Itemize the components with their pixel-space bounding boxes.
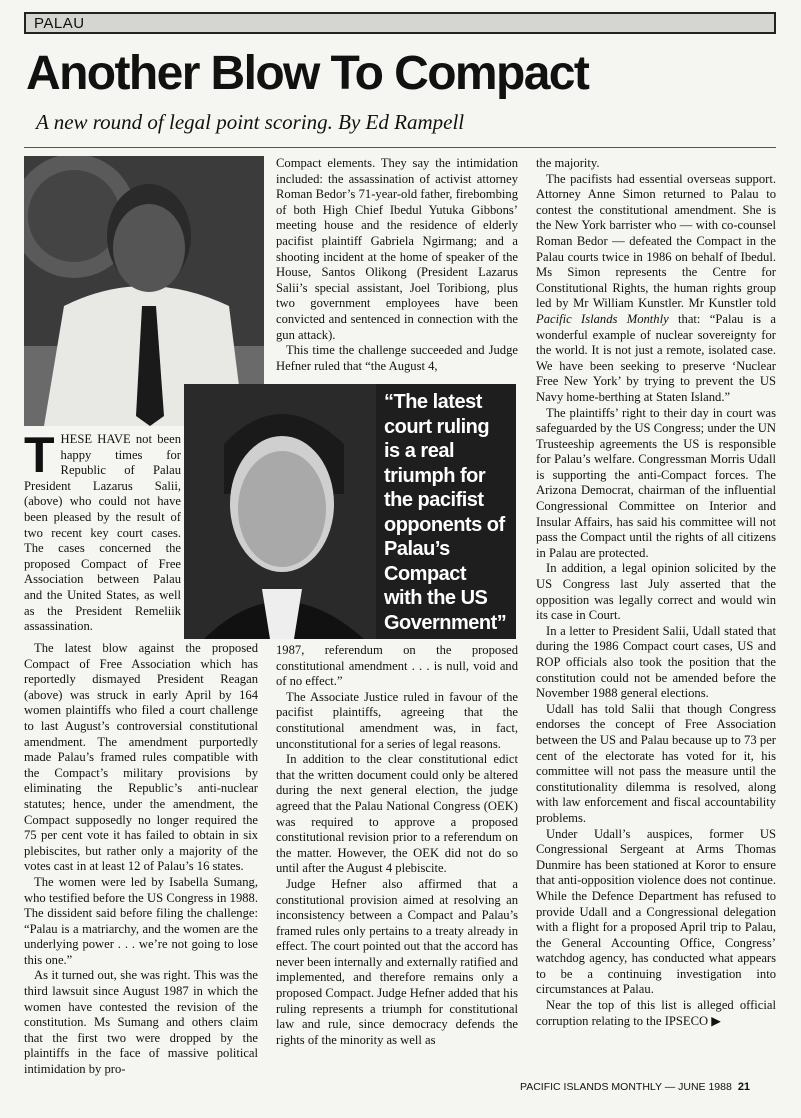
paragraph-text: The pacifists had essential overseas support. Attorney Anne Simon returned to Palau to contest the constitutional amendment. She is the New York barrister who — with co-counsel Roman Bedor — defeated the Compact in the Palau courts twice in 1986 on behalf of Ibedul. Ms Simon represents the Centre for Constitutional Rights, the human rights group led by Mr William Kunstler. Mr Kunstler told [536, 171, 776, 311]
divider [24, 147, 776, 148]
column-3 [536, 156, 776, 1029]
paragraph: Under Udall’s auspices, former US Congressional Sergeant at Arms Thomas Dunmire has been stationed at Koror to ensure that anti-opposition violence does not continue. While the Defence Department has refused to provide Udall and a Congressional delegation with a flight for a proposed April trip to Palau, the General Accounting Office, Congress’ watchdog agency, has conducted what appears to be a continuing investigation into circumstances at Palau. [536, 826, 776, 997]
paragraph: The latest blow against the proposed Compact of Free Association which has reportedly dismayed President Reagan (above) was struck in early April by 164 women plaintiffs who filed a court challenge to last August’s controversial constitutional amendment. The amendment purportedly made Palau’s framed rules compatible with the Compact’s military provisions by eliminating the Republic’s anti-nuclear statutes; hence, under the amendment, the Compact supposedly no longer required the 75 per cent vote it has failed to obtain in six plebiscites, but rather only a majority of the votes cast in at least 12 of Palau’s 16 states. [24, 641, 258, 874]
pull-quote-text: “The latest court ruling is a real triumph for the pacifist opponents of Palau’s Compact with the US Government” [384, 391, 507, 634]
paragraph: The plaintiffs’ right to their day in court was safeguarded by the US Congress; under the UN Trusteeship agreements the US is responsible for Palau’s welfare. Congressman Morris Udall is supporting the anti-Compact forces. The Arizona Democrat, chairman of the influential Congressional Committee on Interior and Insular Affairs, has said his committee will not pass the Compact until the rights of all citizens in Palau are protected. [536, 405, 776, 560]
paragraph: Compact elements. They say the intimidation included: the assassination of activist attorney Roman Bedor’s 71-year-old father, firebombing of both High Chief Ibedul Yutuka Gibbons’ meeting house and the residence of elderly pacifist plaintiff Gabriela Ngirmang; and a shooting incident at the home of speaker of the House, Santos Olikong (President Lazarus Salii’s special assistant, Joel Toribiong, plus two government employees have been convicted and sentenced in connection with the gun attack). [276, 156, 518, 342]
drop-cap: T [24, 427, 55, 483]
paragraph: Near the top of this list is alleged official corruption relating to the IPSECO ▶ [536, 998, 776, 1028]
column-1 [24, 641, 258, 1078]
paragraph: Judge Hefner also affirmed that a constitutional provision aimed at resolving an inconsistency between a Compact and Palau’s framed rules only pertains to a treaty already in effect. The court pointed out that the accord has never been internally and externally ratified and implemented, and therefore remains only a proposed Compact. Judge Hefner added that his ruling represents a triumph for constitutional law and rule, since democracy defends the rights of the minority as well as [276, 876, 518, 1047]
paragraph: In a letter to President Salii, Udall stated that during the 1986 Compact court cases, US and ROP officials also took the position that the constitution could not be amended before the November 1988 general elections. [536, 623, 776, 701]
paragraph: In addition to the clear constitutional edict that the written document could only be altered during the next general election, the judge agreed that the Palau National Congress (OEK) was required to approve a proposed constitutional revision prior to a referendum on the matter. However, the OEK did not do so until after the August 4 plebiscite. [276, 752, 518, 876]
paragraph [536, 172, 776, 406]
headline: Another Blow To Compact [26, 47, 589, 100]
footer-publication: PACIFIC ISLANDS MONTHLY — JUNE 1988 [520, 1081, 732, 1093]
paragraph-text: that: “Palau is a wonderful example of nuclear sovereignty for the world. It is not just a remote, isolated case. We have been seeking to preserve ‘Nuclear Free New York’ by trying to prevent the US Navy home-berthing at Staten Island.” [536, 311, 776, 404]
paragraph: The Associate Justice ruled in favour of the pacifist plaintiffs, agreeing that the constitutional amendment was, in fact, unconstitutional for a series of legal reasons. [276, 689, 518, 751]
paragraph: the majority. [536, 156, 600, 170]
paragraph: This time the challenge succeeded and Judge Hefner ruled that “the August 4, [276, 343, 518, 373]
lead-paragraph [24, 427, 181, 635]
section-label: PALAU [34, 15, 85, 32]
page-footer [520, 1081, 750, 1093]
paragraph: 1987, referendum on the proposed constitutional amendment . . . is null, void and of no effect.” [276, 643, 518, 689]
column-1-lead [24, 427, 181, 635]
paragraph: In addition, a legal opinion solicited by the US Congress last July asserted that the opposition was legally correct and would win its case in Court. [536, 561, 776, 623]
paragraph: As it turned out, she was right. This was the third lawsuit since August 1987 in which the women have contested the revision of the constitution. Ms Sumang and others claim that the first two were dropped by the plaintiffs in the face of massive political intimidation by pro- [24, 968, 258, 1077]
column-2-top [276, 156, 518, 374]
president-reagan-photo [184, 384, 376, 639]
section-label-bar [24, 12, 776, 34]
paragraph: The women were led by Isabella Sumang, who testified before the US Congress in 1988. The dissident said before filing the challenge: “Palau is a matriarchy, and the women are the underlying power . . . we’re not going to lose this one.” [24, 874, 258, 967]
pull-quote [376, 384, 516, 639]
paragraph: Udall has told Salii that though Congress endorses the concept of Free Association between the US and Palau because up to 73 per cent of the electorate has voted for it, his committee will not pass the measure until the constitutionality dilemma is resolved, along with law enforcement and fiscal accountability problems. [536, 701, 776, 825]
publication-name: Pacific Islands Monthly [536, 311, 669, 326]
lead-text: HESE HAVE not been happy times for Republic of Palau President Lazarus Salii, (above) who could not have been pleased by the result of two recent key court cases. The cases concerned the proposed Compact of Free Association between Palau and the United States, as well as the President Remeliik assassination. [24, 432, 181, 634]
deck: A new round of legal point scoring. By Ed Rampell [36, 110, 465, 134]
column-2-bottom [276, 643, 518, 1048]
page-number: 21 [737, 1081, 751, 1093]
